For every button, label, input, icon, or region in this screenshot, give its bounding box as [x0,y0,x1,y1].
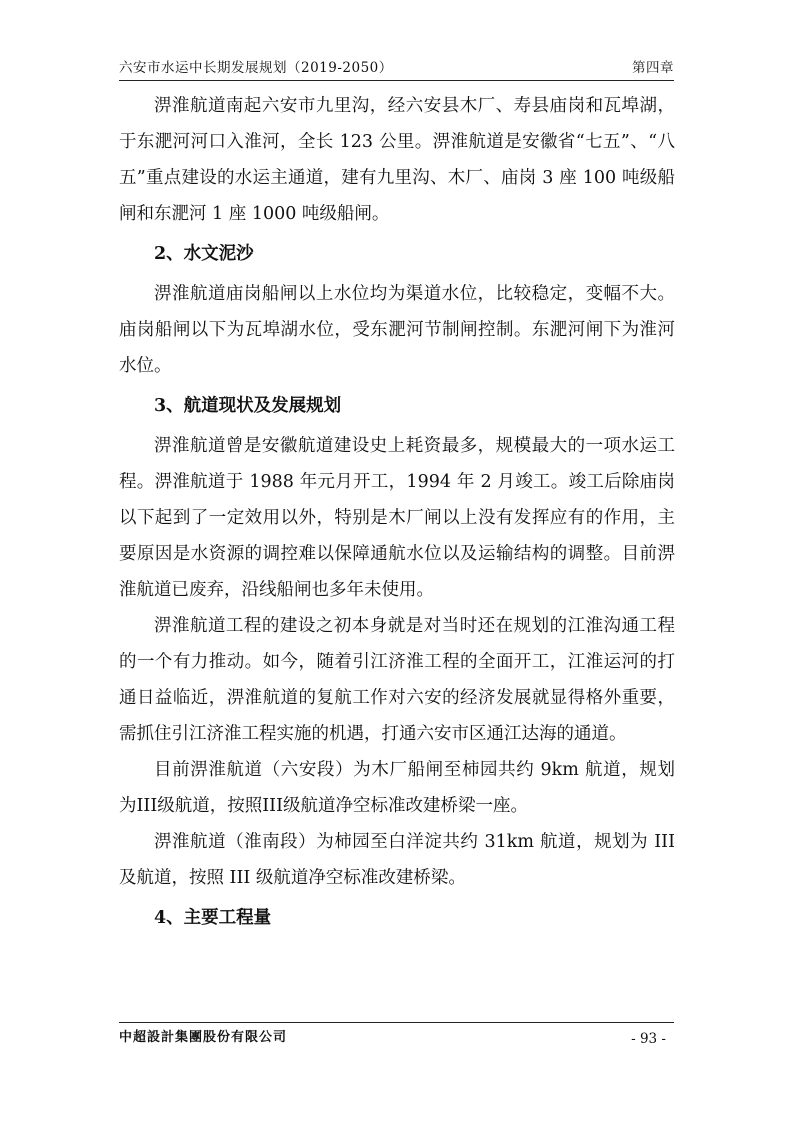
section-heading-status: 3、航道现状及发展规划 [154,396,342,416]
paragraph-huainan-section: 淠淮航道（淮南段）为柿园至白洋淀共约 31km 航道，规划为 III 及航道，按照 III 级航道净空标准改建桥梁。 [119,832,675,888]
paragraph-significance: 淠淮航道工程的建设之初本身就是对当时还在规划的江淮沟通工程的一个有力推动。如今，随着引江济淮工程的全面开工，江淮运河的打通日益临近，淠淮航道的复航工作对六安的经济发展就显得格外重要，需抓住引江济淮工程实施的机遇，打通六安市区通江达海的通道。 [119,616,675,744]
paragraph-history: 淠淮航道曾是安徽航道建设史上耗资最多，规模最大的一项水运工程。淠淮航道于 1988 年元月开工，1994 年 2 月竣工。竣工后除庙岗以下起到了一定效用以外，特别是木厂闸以上没有发挥应有的作用，主要原因是水资源的调控难以保障通航水位以及运输结构的调整。目前淠淮航道已废弃，沿线船闸也多年未使用。 [119,436,675,600]
page-footer [119,1022,674,1051]
company-name: 中超設計集團股份有限公司 [119,1030,288,1045]
paragraph-hydrology: 淠淮航道庙岗船闸以上水位均为渠道水位，比较稳定，变幅不大。庙岗船闸以下为瓦埠湖水位，受东淝河节制闸控制。东淝河闸下为淮河水位。 [119,284,675,376]
document-title: 六安市水运中长期发展规划（2019-2050） [119,60,393,76]
paragraph-route: 淠淮航道南起六安市九里沟，经六安县木厂、寿县庙岗和瓦埠湖，于东淝河河口入淮河，全长 123 公里。淠淮航道是安徽省“七五”、“八五”重点建设的水运主通道，建有九里沟、木厂、庙岗 3 座 100 吨级船闸和东淝河 1 座 1000 吨级船闸。 [119,96,675,224]
page-header [119,56,674,81]
section-heading-works: 4、主要工程量 [154,908,272,928]
chapter-label: 第四章 [632,60,674,76]
paragraph-luan-section: 目前淠淮航道（六安段）为木厂船闸至柿园共约 9km 航道，规划为III级航道，按照III级航道净空标准改建桥梁一座。 [119,760,675,816]
page-number: - 93 - [631,1031,666,1047]
section-heading-hydrology: 2、水文泥沙 [154,244,254,264]
page-content [119,88,675,940]
